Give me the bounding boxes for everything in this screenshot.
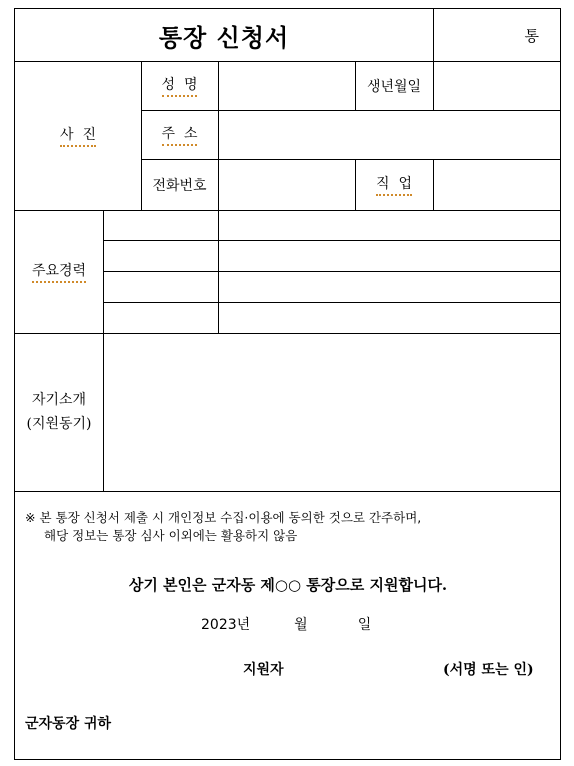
notice-line1: ※ 본 통장 신청서 제출 시 개인정보 수집·이용에 동의한 것으로 간주하며, xyxy=(25,510,422,525)
career-period-input[interactable] xyxy=(103,240,218,271)
notice-line2: 해당 정보는 통장 심사 이외에는 활용하지 않음 xyxy=(44,528,298,543)
intro-label-line2: (지원동기) xyxy=(26,416,92,432)
job-label-cell xyxy=(355,159,433,210)
job-input[interactable] xyxy=(433,159,561,210)
phone-label-cell xyxy=(141,159,218,210)
divider xyxy=(15,491,561,492)
career-period-input[interactable] xyxy=(103,271,218,302)
career-detail-input[interactable] xyxy=(218,240,561,271)
signature-label: (서명 또는 인) xyxy=(443,662,534,678)
birth-label: 생년월일 xyxy=(366,78,422,95)
name-label-cell xyxy=(141,61,218,110)
job-label: 직 업 xyxy=(376,173,412,196)
career-label-cell xyxy=(15,210,103,333)
application-form xyxy=(14,8,561,760)
address-label-cell xyxy=(141,110,218,159)
date-line xyxy=(201,612,401,636)
date-day: 일 xyxy=(357,617,372,633)
career-period-input[interactable] xyxy=(103,302,218,333)
career-label: 주요경력 xyxy=(32,260,86,283)
tong-label: 통 xyxy=(524,26,539,45)
date-year: 2023년 xyxy=(201,617,251,633)
applicant-label: 지원자 xyxy=(243,662,284,678)
applicant-name-input[interactable] xyxy=(305,654,435,682)
date-month: 월 xyxy=(294,617,308,633)
career-detail-input[interactable] xyxy=(218,210,561,240)
photo-field[interactable] xyxy=(15,61,141,210)
name-label: 성 명 xyxy=(162,74,198,97)
tong-number-field[interactable] xyxy=(433,9,561,61)
intro-textarea[interactable] xyxy=(103,333,561,491)
birth-label-cell xyxy=(355,61,433,110)
intro-label-cell xyxy=(15,333,103,491)
privacy-notice xyxy=(25,509,421,545)
photo-label: 사 진 xyxy=(60,124,96,147)
phone-label: 전화번호 xyxy=(152,177,207,194)
career-period-input[interactable] xyxy=(103,210,218,240)
career-detail-input[interactable] xyxy=(218,302,561,333)
addressee: 군자동장 귀하 xyxy=(25,716,112,732)
address-input[interactable] xyxy=(218,110,561,159)
phone-input[interactable] xyxy=(218,159,355,210)
career-detail-input[interactable] xyxy=(218,271,561,302)
address-label: 주 소 xyxy=(162,123,198,146)
name-input[interactable] xyxy=(218,61,355,110)
intro-label-line1: 자기소개 xyxy=(31,392,87,408)
birth-input[interactable] xyxy=(433,61,561,110)
declaration: 상기 본인은 군자동 제○○ 통장으로 지원합니다. xyxy=(128,575,448,594)
form-title: 통장 신청서 xyxy=(158,23,290,52)
